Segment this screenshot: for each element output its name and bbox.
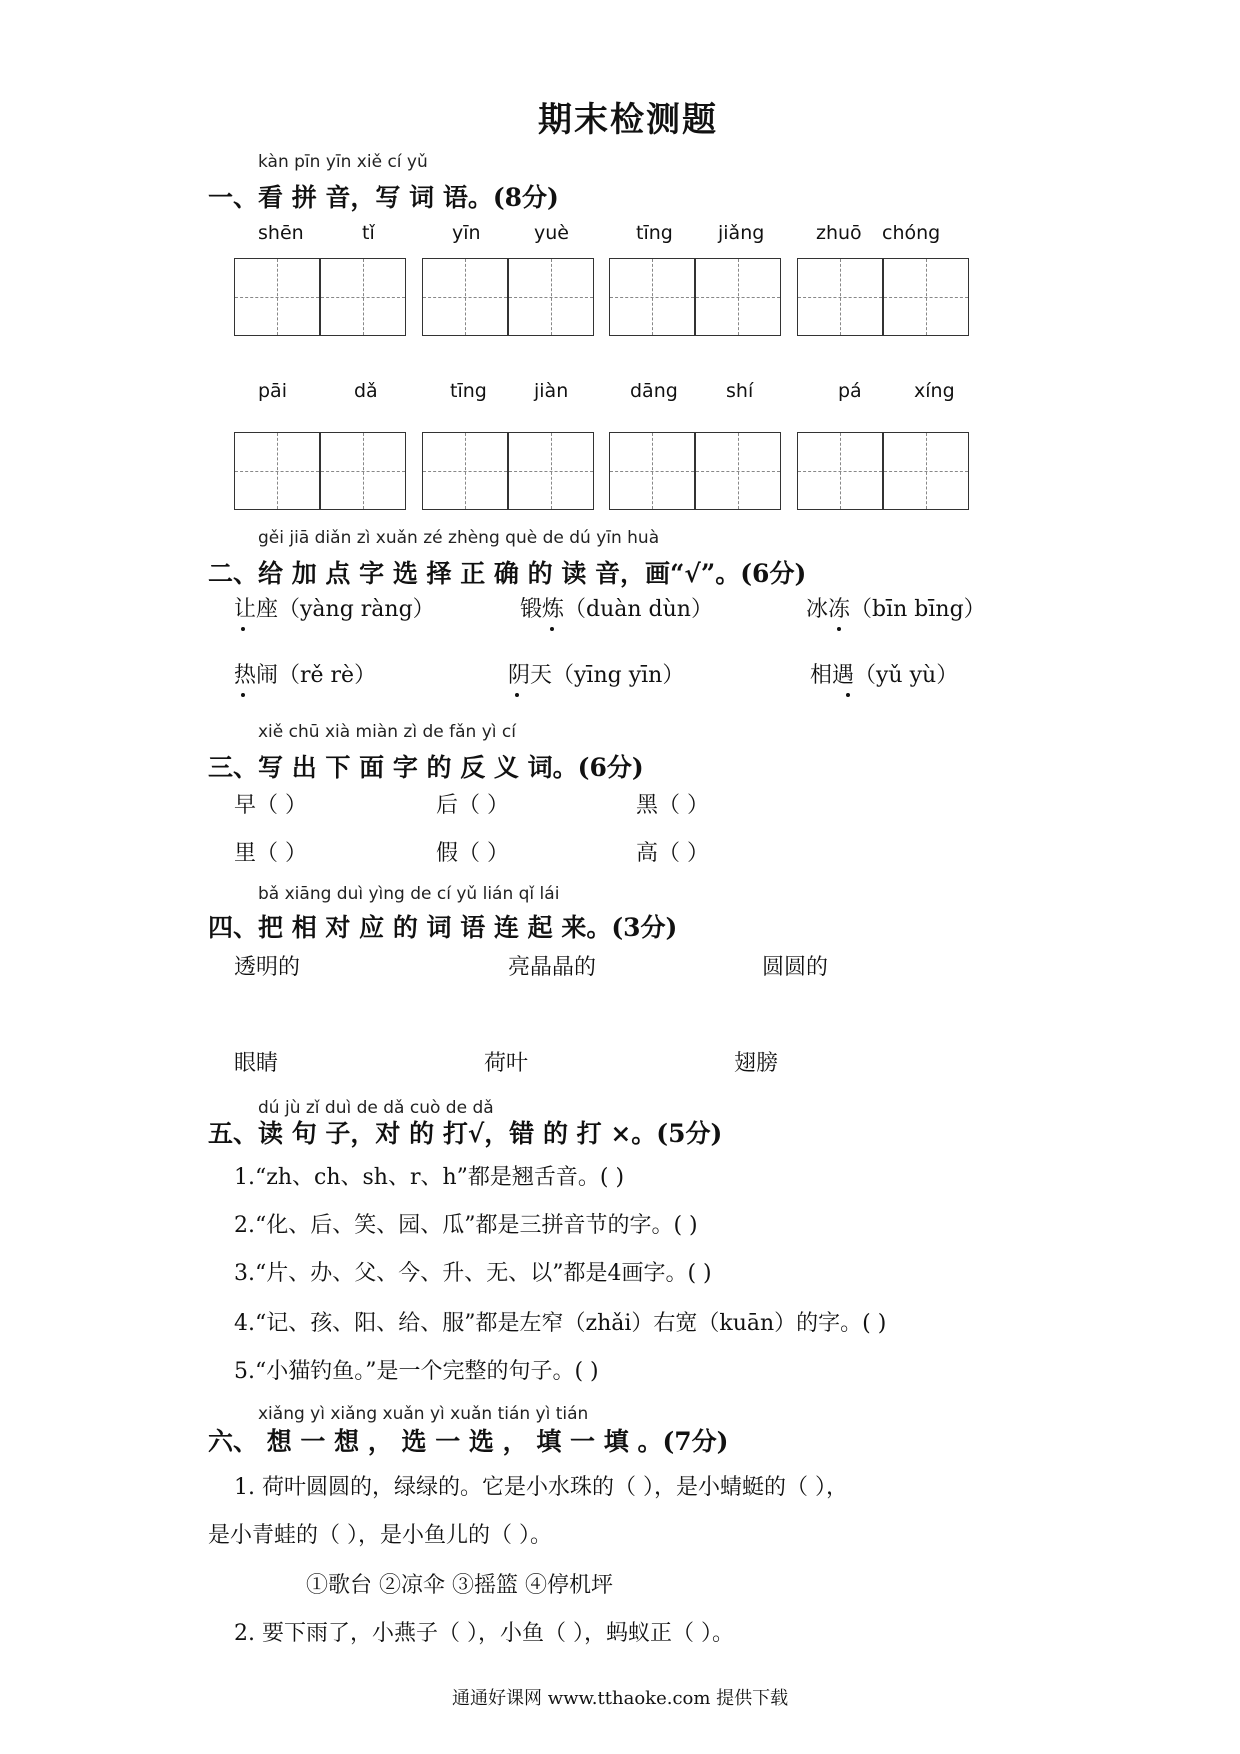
judge-item[interactable]: 1.“zh、ch、sh、r、h”都是翘舌音。( ) — [234, 1165, 625, 1190]
writing-box[interactable] — [320, 432, 406, 510]
pinyin-label: jiàn — [534, 380, 569, 402]
reading-item: 阴天（yīng yīn） — [508, 663, 685, 688]
match-word-top[interactable]: 透明的 — [234, 955, 301, 980]
section-4-heading: 四、把 相 对 应 的 词 语 连 起 来。(3分) — [208, 913, 678, 942]
fill-options: ①歌台 ②凉伞 ③摇篮 ④停机坪 — [306, 1573, 613, 1598]
emphasis-dot — [550, 627, 554, 631]
pinyin-label: xíng — [914, 380, 955, 402]
fill-question-2[interactable]: 2. 要下雨了，小燕子（ ），小鱼（ ），蚂蚁正（ ）。 — [234, 1621, 734, 1646]
writing-box[interactable] — [695, 258, 781, 336]
judge-item[interactable]: 2.“化、后、笑、园、瓜”都是三拼音节的字。( ) — [234, 1213, 698, 1238]
pinyin-label: tǐ — [362, 222, 375, 244]
match-word-bottom[interactable]: 荷叶 — [484, 1051, 529, 1076]
section-2-pinyin: gěi jiā diǎn zì xuǎn zé zhèng què de dú yīn huà — [258, 528, 660, 548]
footer-credit: 通通好课网 www.tthaoke.com 提供下载 — [452, 1688, 789, 1709]
pinyin-label: pá — [838, 380, 862, 402]
emphasis-dot — [241, 627, 245, 631]
writing-box[interactable] — [797, 258, 883, 336]
writing-box[interactable] — [320, 258, 406, 336]
writing-box[interactable] — [422, 432, 508, 510]
section-5-heading: 五、读 句 子，对 的 打√，错 的 打 ×。(5分) — [208, 1119, 723, 1148]
writing-box[interactable] — [883, 258, 969, 336]
section-6-heading: 六、 想 一 想 ， 选 一 选 ， 填 一 填 。(7分) — [208, 1427, 729, 1456]
reading-item: 热闹（rě rè） — [234, 663, 377, 688]
pinyin-label: yuè — [534, 222, 569, 244]
pinyin-label: chóng — [882, 222, 941, 244]
fill-question-1[interactable]: 1. 荷叶圆圆的，绿绿的。它是小水珠的（ ），是小蜻蜓的（ ）， — [234, 1475, 848, 1500]
reading-item: 冰冻（bīn bīng） — [806, 597, 986, 622]
emphasis-dot — [241, 693, 245, 697]
pinyin-label: dāng — [630, 380, 678, 402]
writing-box[interactable] — [234, 258, 320, 336]
antonym-item[interactable]: 早（ ） — [234, 793, 307, 818]
antonym-item[interactable]: 高（ ） — [636, 841, 709, 866]
writing-box[interactable] — [422, 258, 508, 336]
reading-item: 让座（yàng ràng） — [234, 597, 435, 622]
pinyin-label: pāi — [258, 380, 287, 402]
reading-item: 相遇（yǔ yù） — [810, 663, 959, 688]
writing-box[interactable] — [609, 258, 695, 336]
antonym-item[interactable]: 假（ ） — [436, 841, 509, 866]
pinyin-label: tīng — [636, 222, 673, 244]
antonym-item[interactable]: 黑（ ） — [636, 793, 709, 818]
section-1-pinyin: kàn pīn yīn xiě cí yǔ — [258, 152, 428, 172]
pinyin-label: shēn — [258, 222, 304, 244]
judge-item[interactable]: 3.“片、办、父、今、升、无、以”都是4画字。( ) — [234, 1261, 712, 1286]
reading-item: 锻炼（duàn dùn） — [520, 597, 713, 622]
section-2-heading: 二、给 加 点 字 选 择 正 确 的 读 音，画“√”。(6分) — [208, 559, 807, 588]
section-1-heading: 一、看 拼 音，写 词 语。(8分) — [208, 183, 559, 212]
pinyin-label: dǎ — [354, 380, 378, 402]
pinyin-label: zhuō — [816, 222, 862, 244]
emphasis-dot — [515, 693, 519, 697]
match-word-bottom[interactable]: 翅膀 — [734, 1051, 779, 1076]
pinyin-label: yīn — [452, 222, 481, 244]
writing-box[interactable] — [508, 258, 594, 336]
section-3-pinyin: xiě chū xià miàn zì de fǎn yì cí — [258, 722, 516, 742]
section-3-heading: 三、写 出 下 面 字 的 反 义 词。(6分) — [208, 753, 644, 782]
emphasis-dot — [846, 693, 850, 697]
section-5-pinyin: dú jù zǐ duì de dǎ cuò de dǎ — [258, 1098, 494, 1118]
judge-item[interactable]: 4.“记、孩、阳、给、服”都是左窄（zhǎi）右宽（kuān）的字。( ) — [234, 1311, 887, 1336]
page-title: 期末检测题 — [538, 100, 718, 140]
pinyin-label: shí — [726, 380, 754, 402]
pinyin-label: jiǎng — [718, 222, 765, 244]
writing-box[interactable] — [609, 432, 695, 510]
antonym-item[interactable]: 后（ ） — [436, 793, 509, 818]
emphasis-dot — [837, 627, 841, 631]
fill-question-1-cont[interactable]: 是小青蛙的（ ），是小鱼儿的（ ）。 — [208, 1523, 552, 1548]
writing-box[interactable] — [883, 432, 969, 510]
writing-box[interactable] — [508, 432, 594, 510]
match-word-top[interactable]: 圆圆的 — [762, 955, 829, 980]
section-4-pinyin: bǎ xiāng duì yìng de cí yǔ lián qǐ lái — [258, 884, 560, 904]
writing-box[interactable] — [797, 432, 883, 510]
section-6-pinyin: xiǎng yì xiǎng xuǎn yì xuǎn tián yì tián — [258, 1404, 589, 1424]
writing-box[interactable] — [234, 432, 320, 510]
writing-box[interactable] — [695, 432, 781, 510]
match-word-bottom[interactable]: 眼睛 — [234, 1051, 279, 1076]
match-word-top[interactable]: 亮晶晶的 — [508, 955, 597, 980]
antonym-item[interactable]: 里（ ） — [234, 841, 307, 866]
judge-item[interactable]: 5.“小猫钓鱼。”是一个完整的句子。( ) — [234, 1359, 599, 1384]
pinyin-label: tīng — [450, 380, 487, 402]
